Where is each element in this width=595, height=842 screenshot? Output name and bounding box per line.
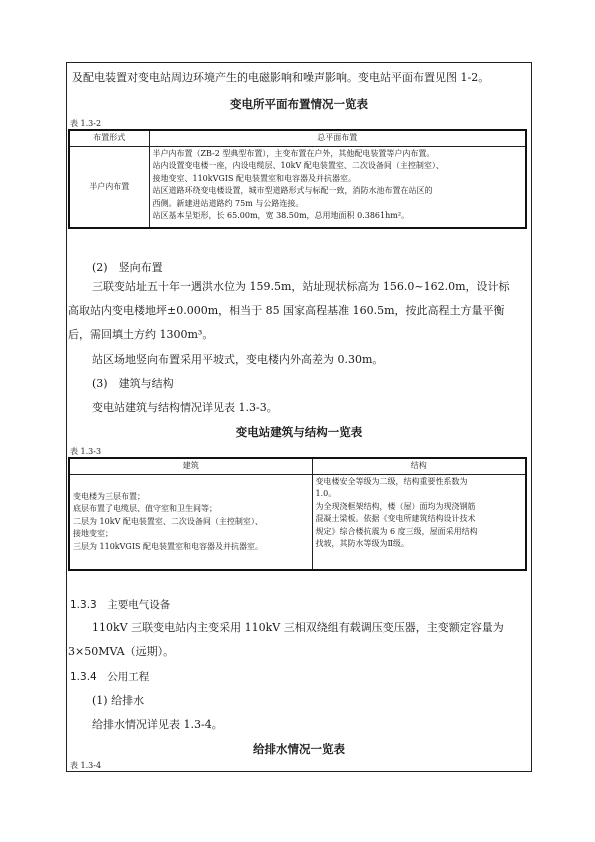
- table-building-structure: [68, 457, 527, 571]
- water-subheading: (1) 给排水: [92, 694, 145, 707]
- layout-line: 站区道路环绕变电楼设置，城市型道路形式与标配一致，消防水池布置在站区的: [152, 186, 433, 195]
- table1-caption: 表 1.3-2: [70, 119, 102, 128]
- building-line: 接地变室；: [73, 529, 113, 538]
- header-general-layout: 总平面布置: [149, 130, 526, 146]
- cell-building: [69, 474, 312, 570]
- section-1-3-3-heading: 1.3.3 主要电气设备: [70, 599, 171, 611]
- layout-line: 西侧。新建进站道路约 75m 与公路连接。: [152, 198, 304, 208]
- cell-layout-form: 半户内布置: [69, 146, 149, 228]
- section-1-3-3-line-1: 110kV 三联变电站内主变采用 110kV 三相双绕组有载调压变压器，主变额定容量为: [92, 621, 504, 634]
- structure-line: 找坡，其防水等级为Ⅱ级。: [315, 539, 409, 548]
- cell-structure: [312, 474, 526, 570]
- vertical-line-1: 三联变站址五十年一遇洪水位为 159.5m，站址现状标高为 156.0~162.0m，设计标: [92, 280, 510, 293]
- water-paragraph: 给排水情况详见表 1.3-4。: [92, 718, 223, 731]
- building-line: 变电楼为三层布置；: [73, 491, 145, 501]
- table2-title: 变电站建筑与结构一览表: [235, 425, 363, 439]
- header-structure: 结构: [312, 458, 526, 474]
- table-layout-plan: [68, 129, 527, 229]
- layout-line: 半户内布置（ZB-2 型典型布置），主变布置在户外，其他配电装置等户内布置。: [152, 148, 435, 158]
- table1-title: 变电所平面布置情况一览表: [230, 97, 368, 111]
- section-1-3-4-heading: 1.3.4 公用工程: [70, 671, 150, 683]
- structure-line: 混凝土梁板。依据《变电所建筑结构设计技术: [315, 514, 476, 523]
- layout-line: 接地变室、110kVGIS 配电装置室和电容器及并抗器室。: [152, 173, 356, 183]
- building-line: 二层为 10kV 配电装置室、二次设备间（主控制室）、: [73, 516, 263, 526]
- layout-line: 站内设置变电楼一座，内设电缆层、10kV 配电装置室、二次设备间（主控制室）、: [152, 161, 444, 170]
- structure-line: 1.0。: [315, 489, 337, 498]
- cell-layout-description: [149, 146, 526, 228]
- structure-line: 规定》综合楼抗震为 6 度三级，屋面采用结构: [315, 526, 478, 536]
- table3-title: 给排水情况一览表: [253, 742, 345, 756]
- vertical-line-2: 高取站内变电楼地坪±0.000m，相当于 85 国家高程基准 160.5m，按此高程土方量平衡: [68, 304, 505, 317]
- section-1-3-3-line-2: 3×50MVA（远期）。: [68, 645, 175, 658]
- building-line: 底层布置了电缆层、值守室和卫生间等；: [73, 504, 217, 513]
- header-layout-form: 布置形式: [69, 130, 149, 146]
- building-line: 三层为 110kVGIS 配电装置室和电容器及并抗器室。: [73, 541, 264, 551]
- header-building: 建筑: [69, 458, 312, 474]
- structure-line: 为全现浇框架结构，楼（屋）面均为现浇钢筋: [315, 501, 476, 511]
- vertical-paragraph-2: 站区场地竖向布置采用平坡式，变电楼内外高差为 0.30m。: [92, 353, 384, 366]
- table2-caption: 表 1.3-3: [70, 447, 102, 456]
- structure-heading: (3) 建筑与结构: [92, 377, 174, 390]
- structure-line: 变电楼安全等级为二级，结构重要性系数为: [315, 476, 468, 486]
- table3-caption: 表 1.3-4: [70, 761, 102, 770]
- layout-line: 站区基本呈矩形，长 65.00m，宽 38.50m，总用地面积 0.3861hm²。: [152, 211, 410, 220]
- structure-paragraph: 变电站建筑与结构情况详见表 1.3-3。: [92, 401, 278, 414]
- vertical-line-3: 后，需回填土方约 1300m³。: [68, 328, 214, 341]
- vertical-heading: (2) 竖向布置: [92, 261, 163, 274]
- intro-text: 及配电装置对变电站周边环境产生的电磁影响和噪声影响。变电站平面布置见图 1-2。: [72, 71, 490, 84]
